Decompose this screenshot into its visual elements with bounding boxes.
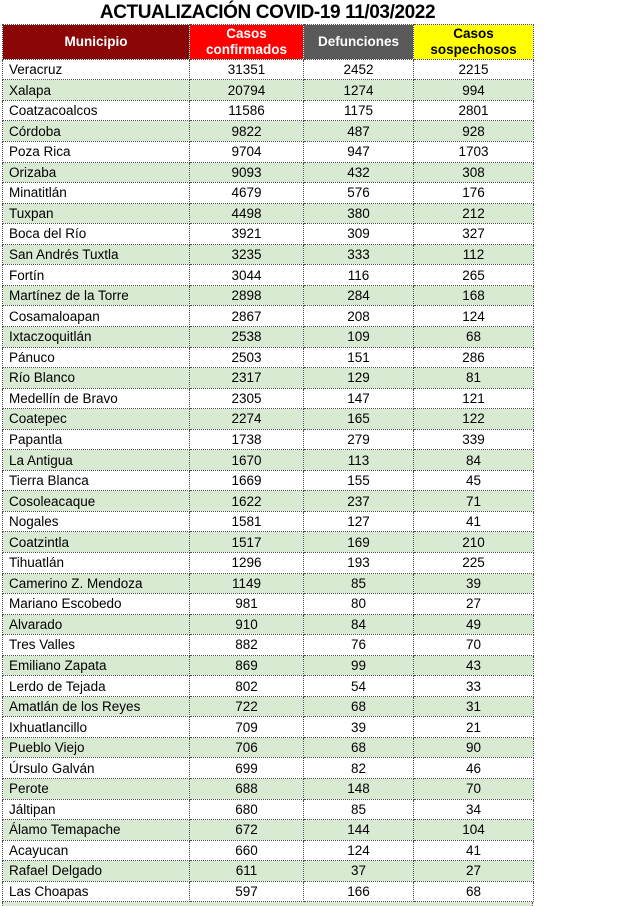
defunciones-cell: 169 xyxy=(304,532,414,553)
sospechosos-cell: 41 xyxy=(414,511,534,532)
defunciones-cell: 76 xyxy=(304,635,414,656)
municipio-cell: Coatzintla xyxy=(3,532,190,553)
municipio-cell: Poza Rica xyxy=(3,142,190,163)
municipio-cell: Camerino Z. Mendoza xyxy=(3,573,190,594)
sospechosos-cell: 49 xyxy=(414,614,534,635)
covid-table xyxy=(2,24,534,902)
sospechosos-cell: 68 xyxy=(414,326,534,347)
confirmados-cell: 9093 xyxy=(190,162,304,183)
confirmados-cell: 1738 xyxy=(190,429,304,450)
confirmados-cell: 3044 xyxy=(190,265,304,286)
municipio-cell: Rafael Delgado xyxy=(3,861,190,882)
confirmados-cell: 1581 xyxy=(190,511,304,532)
confirmados-cell: 3921 xyxy=(190,224,304,245)
sospechosos-cell: 31 xyxy=(414,696,534,717)
defunciones-cell: 432 xyxy=(304,162,414,183)
table-row xyxy=(3,717,534,738)
confirmados-cell: 722 xyxy=(190,696,304,717)
municipio-cell: Cosoleacaque xyxy=(3,491,190,512)
confirmados-cell: 9704 xyxy=(190,142,304,163)
table-row xyxy=(3,491,534,512)
defunciones-cell: 208 xyxy=(304,306,414,327)
sospechosos-cell: 225 xyxy=(414,552,534,573)
cutoff-partial-row xyxy=(2,902,533,906)
table-row xyxy=(3,162,534,183)
municipio-cell: Veracruz xyxy=(3,59,190,80)
municipio-cell: Alvarado xyxy=(3,614,190,635)
table-row xyxy=(3,59,534,80)
table-row xyxy=(3,347,534,368)
confirmados-cell: 2503 xyxy=(190,347,304,368)
sospechosos-cell: 21 xyxy=(414,717,534,738)
sospechosos-cell: 81 xyxy=(414,368,534,389)
covid-table-panel xyxy=(2,1,533,906)
municipio-cell: Emiliano Zapata xyxy=(3,655,190,676)
table-row xyxy=(3,552,534,573)
table-row xyxy=(3,100,534,121)
defunciones-cell: 54 xyxy=(304,676,414,697)
header-row xyxy=(3,25,534,60)
municipio-cell: Tres Valles xyxy=(3,635,190,656)
table-row xyxy=(3,450,534,471)
defunciones-cell: 82 xyxy=(304,758,414,779)
municipio-cell: Álamo Temapache xyxy=(3,820,190,841)
confirmados-cell: 2274 xyxy=(190,409,304,430)
sospechosos-cell: 212 xyxy=(414,203,534,224)
defunciones-cell: 129 xyxy=(304,368,414,389)
confirmados-cell: 2898 xyxy=(190,285,304,306)
confirmados-cell: 672 xyxy=(190,820,304,841)
sospechosos-cell: 286 xyxy=(414,347,534,368)
defunciones-cell: 84 xyxy=(304,614,414,635)
municipio-cell: Papantla xyxy=(3,429,190,450)
confirmados-cell: 2317 xyxy=(190,368,304,389)
table-row xyxy=(3,655,534,676)
sospechosos-cell: 34 xyxy=(414,799,534,820)
defunciones-cell: 237 xyxy=(304,491,414,512)
confirmados-cell: 910 xyxy=(190,614,304,635)
confirmados-cell: 1669 xyxy=(190,470,304,491)
table-row xyxy=(3,121,534,142)
sospechosos-cell: 308 xyxy=(414,162,534,183)
municipio-cell: Coatzacoalcos xyxy=(3,100,190,121)
municipio-cell: Las Choapas xyxy=(3,881,190,902)
sospechosos-cell: 124 xyxy=(414,306,534,327)
header-municipio: Municipio xyxy=(3,25,190,60)
municipio-cell: Jáltipan xyxy=(3,799,190,820)
municipio-cell: Perote xyxy=(3,778,190,799)
defunciones-cell: 85 xyxy=(304,799,414,820)
sospechosos-cell: 121 xyxy=(414,388,534,409)
confirmados-cell: 4498 xyxy=(190,203,304,224)
table-header xyxy=(3,25,534,60)
defunciones-cell: 576 xyxy=(304,183,414,204)
sospechosos-cell: 176 xyxy=(414,183,534,204)
table-row xyxy=(3,861,534,882)
table-row xyxy=(3,511,534,532)
header-confirmados: Casos confirmados xyxy=(190,25,304,60)
table-row xyxy=(3,799,534,820)
defunciones-cell: 144 xyxy=(304,820,414,841)
confirmados-cell: 882 xyxy=(190,635,304,656)
table-row xyxy=(3,676,534,697)
table-row xyxy=(3,573,534,594)
municipio-cell: Cosamaloapan xyxy=(3,306,190,327)
confirmados-cell: 869 xyxy=(190,655,304,676)
sospechosos-cell: 84 xyxy=(414,450,534,471)
confirmados-cell: 706 xyxy=(190,737,304,758)
table-row xyxy=(3,778,534,799)
table-row xyxy=(3,635,534,656)
table-row xyxy=(3,409,534,430)
table-row xyxy=(3,183,534,204)
defunciones-cell: 333 xyxy=(304,244,414,265)
defunciones-cell: 68 xyxy=(304,696,414,717)
defunciones-cell: 113 xyxy=(304,450,414,471)
defunciones-cell: 487 xyxy=(304,121,414,142)
confirmados-cell: 1296 xyxy=(190,552,304,573)
sospechosos-cell: 168 xyxy=(414,285,534,306)
page-title: ACTUALIZACIÓN COVID-19 11/03/2022 xyxy=(99,2,436,23)
confirmados-cell: 3235 xyxy=(190,244,304,265)
municipio-cell: Ixtaczoquitlán xyxy=(3,326,190,347)
municipio-cell: Xalapa xyxy=(3,80,190,101)
sospechosos-cell: 928 xyxy=(414,121,534,142)
sospechosos-cell: 33 xyxy=(414,676,534,697)
defunciones-cell: 68 xyxy=(304,737,414,758)
sospechosos-cell: 994 xyxy=(414,80,534,101)
municipio-cell: Pueblo Viejo xyxy=(3,737,190,758)
sospechosos-cell: 71 xyxy=(414,491,534,512)
table-row xyxy=(3,326,534,347)
defunciones-cell: 165 xyxy=(304,409,414,430)
table-row xyxy=(3,696,534,717)
table-row xyxy=(3,265,534,286)
defunciones-cell: 116 xyxy=(304,265,414,286)
confirmados-cell: 2538 xyxy=(190,326,304,347)
sospechosos-cell: 43 xyxy=(414,655,534,676)
defunciones-cell: 85 xyxy=(304,573,414,594)
defunciones-cell: 2452 xyxy=(304,59,414,80)
defunciones-cell: 37 xyxy=(304,861,414,882)
defunciones-cell: 1175 xyxy=(304,100,414,121)
table-row xyxy=(3,224,534,245)
table-row xyxy=(3,368,534,389)
defunciones-cell: 193 xyxy=(304,552,414,573)
defunciones-cell: 151 xyxy=(304,347,414,368)
defunciones-cell: 80 xyxy=(304,594,414,615)
confirmados-cell: 688 xyxy=(190,778,304,799)
defunciones-cell: 147 xyxy=(304,388,414,409)
municipio-cell: La Antigua xyxy=(3,450,190,471)
confirmados-cell: 660 xyxy=(190,840,304,861)
defunciones-cell: 309 xyxy=(304,224,414,245)
table-body xyxy=(3,59,534,901)
confirmados-cell: 31351 xyxy=(190,59,304,80)
confirmados-cell: 1622 xyxy=(190,491,304,512)
sospechosos-cell: 122 xyxy=(414,409,534,430)
sospechosos-cell: 45 xyxy=(414,470,534,491)
table-row xyxy=(3,594,534,615)
defunciones-cell: 127 xyxy=(304,511,414,532)
defunciones-cell: 148 xyxy=(304,778,414,799)
municipio-cell: Mariano Escobedo xyxy=(3,594,190,615)
table-row xyxy=(3,881,534,902)
municipio-cell: Nogales xyxy=(3,511,190,532)
table-row xyxy=(3,142,534,163)
sospechosos-cell: 41 xyxy=(414,840,534,861)
confirmados-cell: 1670 xyxy=(190,450,304,471)
sospechosos-cell: 112 xyxy=(414,244,534,265)
municipio-cell: Fortín xyxy=(3,265,190,286)
municipio-cell: Tierra Blanca xyxy=(3,470,190,491)
municipio-cell: Tihuatlán xyxy=(3,552,190,573)
defunciones-cell: 155 xyxy=(304,470,414,491)
confirmados-cell: 981 xyxy=(190,594,304,615)
municipio-cell: Pánuco xyxy=(3,347,190,368)
table-row xyxy=(3,285,534,306)
municipio-cell: Úrsulo Galván xyxy=(3,758,190,779)
municipio-cell: Minatitlán xyxy=(3,183,190,204)
table-row xyxy=(3,306,534,327)
confirmados-cell: 1517 xyxy=(190,532,304,553)
municipio-cell: Córdoba xyxy=(3,121,190,142)
municipio-cell: Medellín de Bravo xyxy=(3,388,190,409)
defunciones-cell: 279 xyxy=(304,429,414,450)
table-row xyxy=(3,429,534,450)
defunciones-cell: 124 xyxy=(304,840,414,861)
table-row xyxy=(3,203,534,224)
table-row xyxy=(3,80,534,101)
table-row xyxy=(3,737,534,758)
defunciones-cell: 947 xyxy=(304,142,414,163)
municipio-cell: Orizaba xyxy=(3,162,190,183)
defunciones-cell: 99 xyxy=(304,655,414,676)
confirmados-cell: 2867 xyxy=(190,306,304,327)
defunciones-cell: 284 xyxy=(304,285,414,306)
sospechosos-cell: 70 xyxy=(414,778,534,799)
confirmados-cell: 802 xyxy=(190,676,304,697)
sospechosos-cell: 339 xyxy=(414,429,534,450)
sospechosos-cell: 265 xyxy=(414,265,534,286)
defunciones-cell: 109 xyxy=(304,326,414,347)
confirmados-cell: 680 xyxy=(190,799,304,820)
confirmados-cell: 4679 xyxy=(190,183,304,204)
defunciones-cell: 39 xyxy=(304,717,414,738)
municipio-cell: Río Blanco xyxy=(3,368,190,389)
municipio-cell: Martínez de la Torre xyxy=(3,285,190,306)
municipio-cell: Ixhuatlancillo xyxy=(3,717,190,738)
confirmados-cell: 597 xyxy=(190,881,304,902)
sospechosos-cell: 210 xyxy=(414,532,534,553)
sospechosos-cell: 46 xyxy=(414,758,534,779)
defunciones-cell: 1274 xyxy=(304,80,414,101)
table-row xyxy=(3,470,534,491)
defunciones-cell: 166 xyxy=(304,881,414,902)
sospechosos-cell: 104 xyxy=(414,820,534,841)
sospechosos-cell: 2801 xyxy=(414,100,534,121)
confirmados-cell: 20794 xyxy=(190,80,304,101)
municipio-cell: Boca del Río xyxy=(3,224,190,245)
sospechosos-cell: 90 xyxy=(414,737,534,758)
defunciones-cell: 380 xyxy=(304,203,414,224)
municipio-cell: Amatlán de los Reyes xyxy=(3,696,190,717)
sospechosos-cell: 68 xyxy=(414,881,534,902)
confirmados-cell: 2305 xyxy=(190,388,304,409)
header-sospechosos: Casos sospechosos xyxy=(414,25,534,60)
municipio-cell: Coatepec xyxy=(3,409,190,430)
table-row xyxy=(3,758,534,779)
table-row xyxy=(3,840,534,861)
sospechosos-cell: 1703 xyxy=(414,142,534,163)
table-row xyxy=(3,244,534,265)
municipio-cell: Tuxpan xyxy=(3,203,190,224)
table-row xyxy=(3,820,534,841)
confirmados-cell: 709 xyxy=(190,717,304,738)
sospechosos-cell: 327 xyxy=(414,224,534,245)
table-row xyxy=(3,532,534,553)
municipio-cell: San Andrés Tuxtla xyxy=(3,244,190,265)
table-row xyxy=(3,388,534,409)
confirmados-cell: 699 xyxy=(190,758,304,779)
confirmados-cell: 1149 xyxy=(190,573,304,594)
header-defunciones: Defunciones xyxy=(304,25,414,60)
table-row xyxy=(3,614,534,635)
municipio-cell: Acayucan xyxy=(3,840,190,861)
confirmados-cell: 11586 xyxy=(190,100,304,121)
confirmados-cell: 9822 xyxy=(190,121,304,142)
sospechosos-cell: 39 xyxy=(414,573,534,594)
sospechosos-cell: 27 xyxy=(414,594,534,615)
sospechosos-cell: 2215 xyxy=(414,59,534,80)
confirmados-cell: 611 xyxy=(190,861,304,882)
municipio-cell: Lerdo de Tejada xyxy=(3,676,190,697)
sospechosos-cell: 27 xyxy=(414,861,534,882)
sospechosos-cell: 70 xyxy=(414,635,534,656)
